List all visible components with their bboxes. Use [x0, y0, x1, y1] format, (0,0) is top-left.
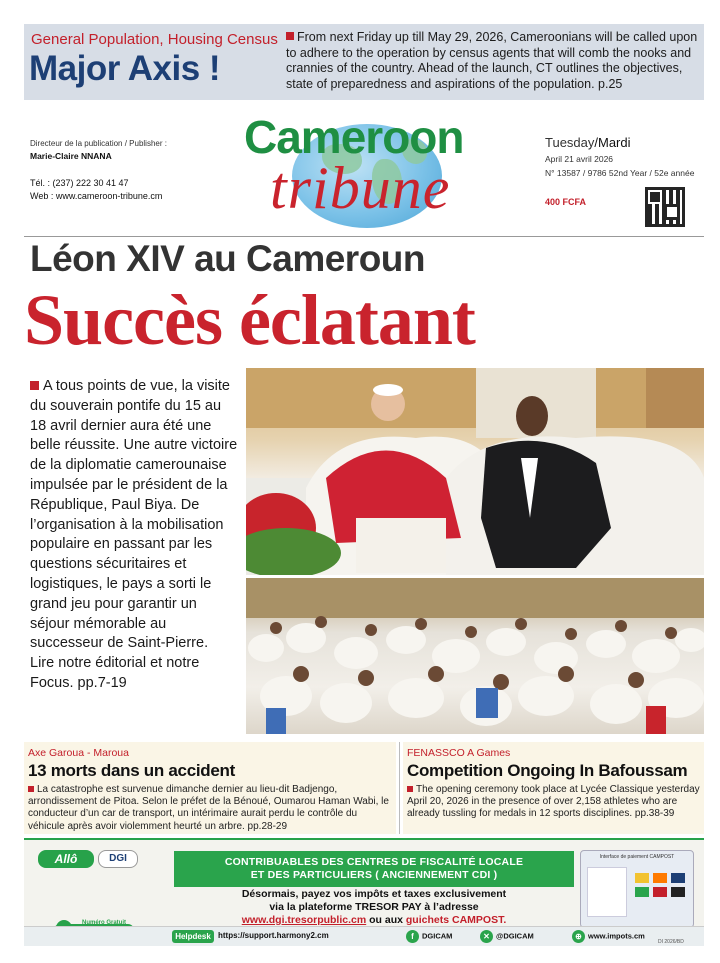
article-fenassco: [403, 742, 704, 834]
payment-tile: [635, 873, 649, 883]
photo-crowd-illustration: [246, 578, 704, 734]
accident-title: 13 morts dans un accident: [28, 761, 235, 780]
payment-tile: [653, 873, 667, 883]
x-handle: @DGICAM: [496, 931, 534, 941]
logo-cameroon-text: Cameroon: [244, 111, 464, 163]
article-divider: [399, 742, 400, 834]
telephone: Tél. : (237) 222 30 41 47: [30, 178, 129, 188]
ad-line-2: via la plateforme TRESOR PAY à l’adresse: [269, 901, 479, 913]
x-icon: ✕: [480, 930, 493, 943]
helpdesk-label: Helpdesk: [172, 930, 214, 943]
photo-pope-meeting: [246, 368, 704, 575]
day-french: /Mardi: [594, 135, 631, 150]
tresor-pay-link[interactable]: www.dgi.tresorpublic.cm: [241, 914, 367, 926]
payment-tile: [671, 887, 685, 897]
census-summary: [286, 30, 700, 92]
free-number-label: Numéro Gratuit: [82, 920, 127, 926]
ad-reference: DI 2026/BD: [658, 939, 684, 945]
census-summary-text: From next Friday up till May 29, 2026, Cameroonians will be called upon to adhere to the operation by census agents that will comb the nooks and crannies of the country. Ahead of the launch, CT outlines the objectives, state of preparedness and aspirations of the population. p.25: [286, 30, 698, 91]
publisher-name: Marie-Claire NNANA: [30, 151, 112, 161]
headline-kicker: Léon XIV au Cameroun: [30, 238, 426, 279]
payment-tile: [671, 873, 685, 883]
fenassco-kicker: FENASSCO A Games: [407, 747, 511, 759]
article-accident: [24, 742, 396, 834]
lead-article: [30, 377, 240, 694]
payment-tile: [635, 887, 649, 897]
alto-badge: Allô: [38, 850, 94, 868]
ad-line-1: Désormais, payez vos impôts et taxes exclusivement: [241, 888, 507, 900]
dgi-logo: DGI: [98, 850, 138, 868]
bullet-square-icon: [286, 32, 294, 40]
website-link[interactable]: [572, 930, 645, 943]
fenassco-title: Competition Ongoing In Bafoussam: [407, 761, 688, 780]
helpdesk-url[interactable]: https://support.harmony2.cm: [218, 931, 329, 940]
price: 400 FCFA: [545, 197, 587, 207]
fenassco-text: The opening ceremony took place at Lycée Classique yesterday April 20, 2026 in the presence of over 2,158 athletes who are already tussling for medals in 12 sports disciplines. pp.38-39: [407, 784, 700, 820]
facebook-handle: DGICAM: [422, 931, 453, 941]
ad-green-line-1: CONTRIBUABLES DES CENTRES DE FISCALITÉ LOCALE: [224, 856, 524, 868]
website-url: www.impots.cm: [588, 931, 645, 941]
qr-code-icon[interactable]: [645, 187, 685, 227]
website: Web : www.cameroon-tribune.cm: [30, 191, 163, 201]
accident-kicker: Axe Garoua - Maroua: [28, 747, 129, 759]
accident-summary: [28, 784, 392, 833]
masthead-divider: [24, 236, 704, 237]
ad-link-connector: ou aux: [366, 914, 406, 926]
publisher-label: Directeur de la publication / Publisher :: [30, 139, 167, 148]
facebook-link[interactable]: [406, 930, 452, 943]
top-banner: [24, 24, 704, 100]
lead-text: A tous points de vue, la visite du souverain pontife du 15 au 18 avril dernier aura été une belle réussite. Une autre victoire de la diplomatie camerounaise impulsée par le président de la République, Paul Biya. De l’organisation à la mobilisation populaire en passant par les questions sécuritaires et logistiques, le pays a sorti le grand jeu pour garantir un séjour mémorable au successeur de Saint-Pierre.: [30, 378, 238, 652]
ad-body: [174, 888, 574, 914]
census-title: Major Axis !: [29, 49, 221, 88]
facebook-icon: f: [406, 930, 419, 943]
logo-tribune-text: tribune: [270, 155, 451, 221]
census-kicker: General Population, Housing Census: [31, 31, 278, 48]
payment-screen-title: Interface de paiement CAMPOST: [599, 854, 675, 860]
photo-crowd: [246, 578, 704, 734]
date-day: [545, 135, 631, 150]
globe-link-icon: ⊕: [572, 930, 585, 943]
headline-title: Succès éclatant: [24, 280, 475, 360]
photo-pope-meeting-illustration: [246, 368, 704, 575]
issue-date: April 21 avril 2026: [545, 154, 614, 164]
issue-number: N° 13587 / 9786 52nd Year / 52e année: [545, 168, 695, 178]
ad-green-line-2: ET DES PARTICULIERS ( ANCIENNEMENT CDI ): [250, 869, 498, 881]
payment-screen-mockup: [580, 850, 694, 928]
payment-card: [587, 867, 627, 917]
fenassco-summary: [407, 784, 700, 821]
ad-links: [174, 914, 574, 926]
x-link[interactable]: [480, 930, 534, 943]
ad-green-banner: [174, 851, 574, 887]
cameroon-tribune-logo: [238, 110, 488, 232]
lead-page-ref: Lire notre éditorial et notre Focus. pp.7-19: [30, 655, 200, 691]
bullet-square-icon: [407, 786, 413, 792]
payment-tile: [653, 887, 667, 897]
day-english: Tuesday: [545, 135, 595, 150]
dgi-advertisement: [24, 838, 704, 946]
bullet-square-icon: [30, 381, 39, 390]
accident-text: La catastrophe est survenue dimanche dernier au lieu-dit Badjengo, arrondissement de Pitoa. Selon le préfet de la Bénoué, Oumarou Haman Wabi, le conducteur d’un car de transport, un intérimaire aurait perdu le contrôle du véhicule après avoir violemment heurté un arbre. pp.28-29: [28, 784, 389, 832]
campost-link[interactable]: guichets CAMPOST.: [405, 914, 507, 926]
bullet-square-icon: [28, 786, 34, 792]
ad-contact-bar: [24, 926, 704, 946]
